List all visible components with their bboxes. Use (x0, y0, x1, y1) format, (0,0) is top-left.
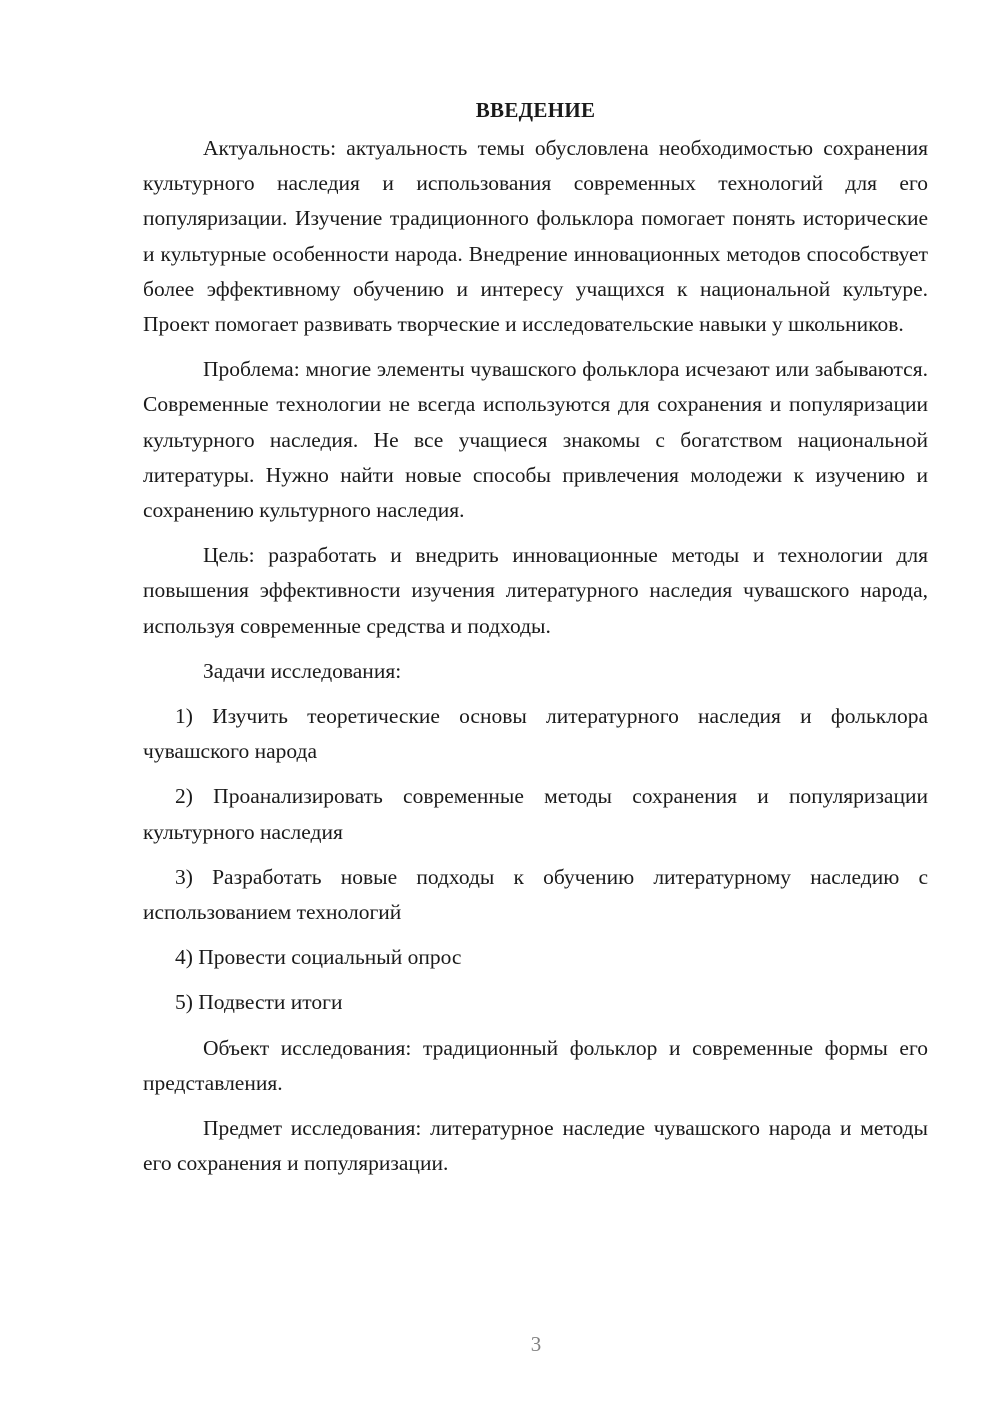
task-item: 2) Проанализировать современные методы сохранения и популяризации культурного наследия (143, 784, 928, 844)
goal-paragraph: Цель: разработать и внедрить инновационные методы и технологии для повышения эффективности изучения литературного наследия чувашского народа, используя современные средства и подходы. (143, 543, 928, 638)
object-paragraph: Объект исследования: традиционный фольклор и современные формы его представления. (143, 1035, 928, 1095)
page-number: 3 (530, 1332, 542, 1356)
tasks-heading: Задачи исследования: (203, 658, 402, 683)
section-title: ВВЕДЕНИЕ (475, 98, 596, 122)
relevance-paragraph: Актуальность: актуальность темы обусловлена необходимостью сохранения культурного наследия и использования современных технологий для его популяризации. Изучение традиционного фольклора помогает понять исторические и культурные особенности народа. Внедрение инновационных методов способствует более эффективному обучению и интересу учащихся к национальной культуре. Проект помогает развивать творческие и исследовательские навыки у школьников. (143, 136, 928, 337)
task-item: 1) Изучить теоретические основы литературного наследия и фольклора чувашского народа (143, 704, 928, 764)
task-item: 4) Провести социальный опрос (175, 945, 462, 970)
subject-paragraph: Предмет исследования: литературное наследие чувашского народа и методы его сохранения и популяризации. (143, 1116, 928, 1176)
document-page (143, 93, 928, 1181)
problem-paragraph: Проблема: многие элементы чувашского фольклора исчезают или забываются. Современные технологии не всегда используются для сохранения и популяризации культурного наследия. Не все учащиеся знакомы с богатством национальной литературы. Нужно найти новые способы привлечения молодежи к изучению и сохранению культурного наследия. (143, 357, 928, 523)
task-item: 3) Разработать новые подходы к обучению литературному наследию с использованием технологий (143, 864, 928, 925)
task-item: 5) Подвести итоги (175, 990, 343, 1015)
